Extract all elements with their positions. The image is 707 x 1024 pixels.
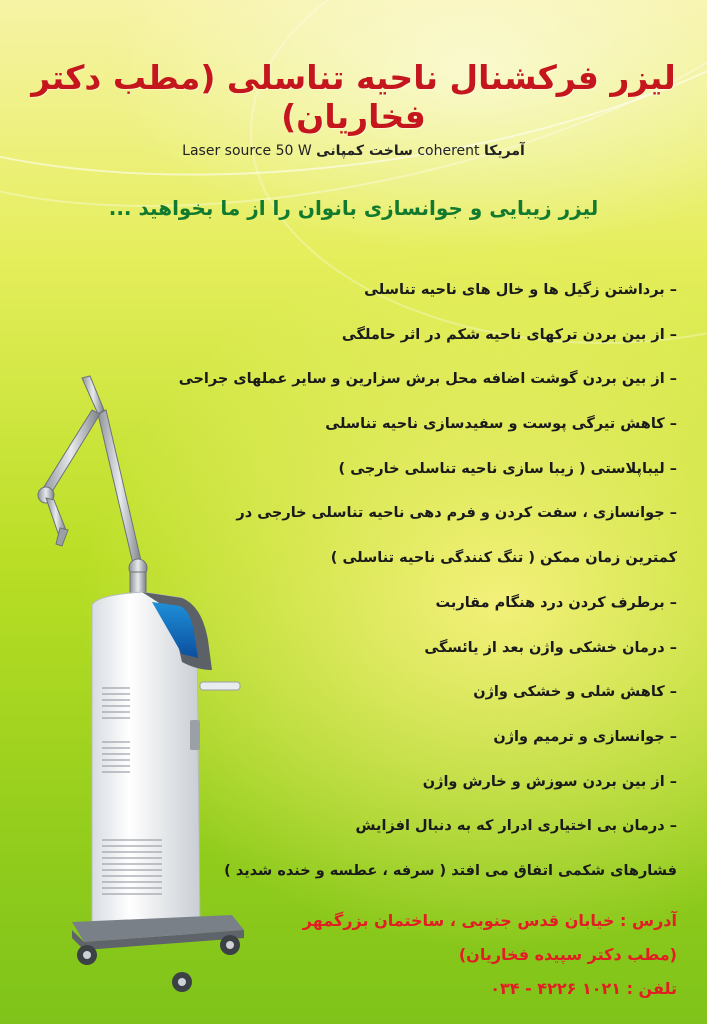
laser-source-spec: Laser source 50 W — [182, 143, 312, 159]
feature-item: – برطرف کردن درد هنگام مقاربت — [435, 594, 677, 611]
feature-list — [178, 268, 677, 894]
articulated-arm — [38, 376, 147, 594]
machine-base — [72, 915, 244, 992]
feature-item: – لیباپلاستی ( زیبا سازی ناحیه تناسلی خارجی ) — [338, 460, 677, 477]
feature-item: – از بین بردن گوشت اضافه محل برش سزارین و سایر عملهای جراحی — [178, 371, 677, 388]
manufacturer-brand: coherent — [417, 143, 480, 159]
feature-item: – جوانسازی و ترمیم واژن — [493, 728, 677, 745]
poster-title: لیزر فرکشنال ناحیه تناسلی (مطب دکتر فخاریان) — [31, 58, 676, 136]
feature-item: – برداشتن زگیل ها و خال های ناحیه تناسلی — [364, 282, 677, 298]
manufacturer-label: ساخت کمپانی — [316, 143, 413, 159]
feature-item: – جوانسازی ، سفت کردن و فرم دهی ناحیه تناسلی خارجی در — [236, 505, 677, 522]
laser-spec-line — [0, 143, 707, 159]
address-line: آدرس : خیابان قدس جنوبی ، ساختمان بزرگمهر — [302, 911, 677, 930]
feature-item: – درمان خشکی واژن بعد از یائسگی — [424, 639, 677, 656]
feature-item: – درمان بی اختیاری ادرار که به دنبال افزایش — [355, 818, 677, 835]
tagline: لیزر زیبایی و جوانسازی بانوان را از ما بخواهید ... — [108, 196, 599, 220]
feature-item: – از بین بردن سوزش و خارش واژن — [422, 773, 677, 790]
feature-item-continued: فشارهای شکمی اتفاق می افتد ( سرفه ، عطسه و خنده شدید ) — [224, 862, 677, 879]
feature-item: – کاهش شلی و خشکی واژن — [473, 684, 677, 701]
feature-item: – از بین بردن ترکهای ناحیه شکم در اثر حاملگی — [341, 326, 677, 343]
phone-line: تلفن : ۱۰۲۱ ۴۲۲۶ - ۰۳۴ — [490, 979, 677, 998]
laser-machine-image — [32, 370, 262, 1010]
clinic-name-line: (مطب دکتر سپیده فخاریان) — [458, 945, 677, 964]
contact-info — [237, 904, 677, 1006]
feature-item: – کاهش تیرگی پوست و سفیدسازی ناحیه تناسلی — [325, 416, 677, 433]
manufacturer-country: آمریکا — [483, 143, 525, 159]
feature-item-continued: کمترین زمان ممکن ( تنگ کنندگی ناحیه تناسلی ) — [330, 550, 677, 567]
